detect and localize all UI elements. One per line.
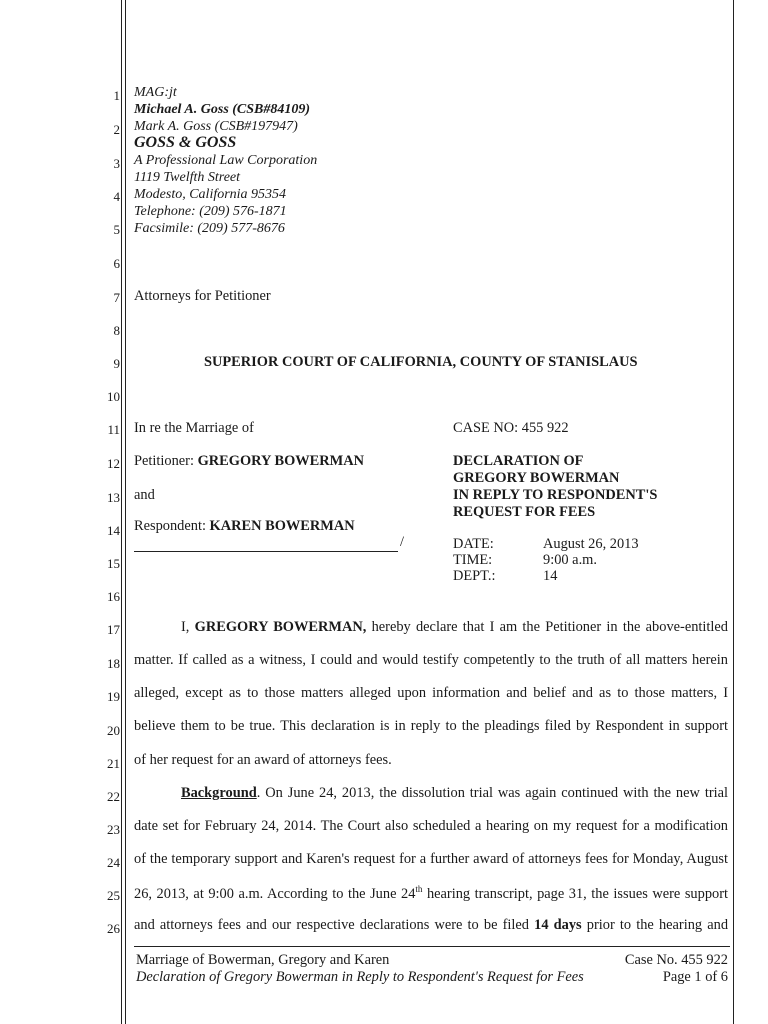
superscript: th: [415, 884, 423, 894]
firm-corporation: A Professional Law Corporation: [134, 153, 318, 168]
line-number: 12: [107, 456, 120, 471]
background-heading: Background: [181, 785, 257, 801]
firm-street: 1119 Twelfth Street: [134, 170, 241, 185]
line-number: 18: [107, 656, 120, 671]
document-title-line: REQUEST FOR FEES: [453, 504, 596, 520]
dept-value: 14: [543, 568, 558, 584]
case-number: CASE NO: 455 922: [453, 420, 569, 436]
document-title-line: DECLARATION OF: [453, 453, 584, 469]
caption-underline: [134, 551, 398, 552]
left-margin-rule: [121, 0, 122, 1024]
line-number: 24: [107, 855, 120, 870]
line-number: 14: [107, 523, 120, 538]
attorney-name-1: Michael A. Goss (CSB#84109): [134, 102, 311, 117]
attorneys-for: Attorneys for Petitioner: [134, 288, 271, 304]
body-line-23: date set for February 24, 2014. The Court also scheduled a hearing on my request for a modification: [134, 818, 728, 834]
text-run: hereby declare that I am the Petitioner in the above-entitled: [366, 619, 728, 635]
line-number: 6: [113, 256, 120, 271]
line-number: 2: [113, 122, 120, 137]
text-run: hearing transcript, page 31, the issues were support: [422, 885, 728, 902]
line-number: 4: [113, 189, 120, 204]
dept-label: DEPT.:: [453, 568, 496, 584]
body-line-21: of her request for an award of attorneys fees.: [134, 752, 392, 768]
line-number: 17: [107, 622, 120, 637]
line-number: 19: [107, 689, 120, 704]
body-line-19: alleged, except as to those matters alleged upon information and belief and as to those matters, I: [134, 685, 728, 701]
left-margin-rule-inner: [125, 0, 126, 1024]
line-number: 11: [107, 422, 120, 437]
text-run: . On June 24, 2013, the dissolution trial was again continued with the new trial: [256, 785, 728, 801]
caption-and: and: [134, 487, 155, 503]
time-label: TIME:: [453, 552, 493, 568]
body-line-24: of the temporary support and Karen's request for a further award of attorneys fees for Monday, August: [134, 851, 728, 867]
line-number: 7: [113, 290, 120, 305]
body-line-20: believe them to be true. This declaration is in reply to the pleadings filed by Respondent in support: [134, 718, 728, 734]
line-number: 25: [107, 888, 120, 903]
text-run: 26, 2013, at 9:00 a.m. According to the June 24: [134, 885, 416, 902]
body-line-25: [134, 884, 728, 903]
respondent-label: Respondent:: [134, 518, 210, 534]
caption-petitioner: [134, 453, 364, 470]
line-number: 26: [107, 921, 120, 936]
time-value: 9:00 a.m.: [543, 552, 597, 568]
line-number: 9: [113, 356, 120, 371]
line-number: 13: [107, 490, 120, 505]
petitioner-label: Petitioner:: [134, 453, 198, 469]
firm-facsimile: Facsimile: (209) 577-8676: [134, 221, 285, 236]
footer-case-number: Case No. 455 922: [624, 952, 728, 968]
line-number: 10: [107, 389, 120, 404]
text-run: I,: [181, 619, 195, 635]
firm-city: Modesto, California 95354: [134, 187, 287, 202]
line-number: 20: [107, 723, 120, 738]
deadline: 14 days: [534, 917, 582, 933]
caption-in-re: In re the Marriage of: [134, 420, 254, 436]
text-run: prior to the hearing and: [581, 917, 729, 933]
line-number: 23: [107, 822, 120, 837]
body-line-22: [181, 785, 728, 802]
document-title-line: GREGORY BOWERMAN: [453, 470, 620, 486]
right-margin-rule: [733, 0, 734, 1024]
caption-slash: /: [400, 534, 404, 550]
footer-document-name: Declaration of Gregory Bowerman in Reply to Respondent's Request for Fees: [136, 969, 584, 985]
date-value: August 26, 2013: [543, 536, 639, 552]
line-number: 1: [113, 88, 120, 103]
line-number: 5: [113, 222, 120, 237]
petitioner-name: GREGORY BOWERMAN: [197, 453, 365, 469]
footer-case-name: Marriage of Bowerman, Gregory and Karen: [136, 952, 390, 968]
respondent-name: KAREN BOWERMAN: [209, 518, 355, 534]
caption-respondent: [134, 518, 355, 535]
declarant-name: GREGORY BOWERMAN,: [194, 619, 367, 635]
date-label: DATE:: [453, 536, 494, 552]
footer-rule: [134, 946, 730, 947]
text-run: and attorneys fees and our respective declarations were to be filed: [134, 917, 535, 933]
body-line-18: matter. If called as a witness, I could and would testify competently to the truth of all matters herein: [134, 652, 728, 668]
line-number: 8: [113, 323, 120, 338]
document-title-line: IN REPLY TO RESPONDENT'S: [453, 487, 658, 503]
footer-page-number: Page 1 of 6: [662, 969, 728, 985]
line-number: 3: [113, 156, 120, 171]
attorney-name-2: Mark A. Goss (CSB#197947): [134, 119, 298, 134]
firm-telephone: Telephone: (209) 576-1871: [134, 204, 287, 219]
court-title: SUPERIOR COURT OF CALIFORNIA, COUNTY OF STANISLAUS: [204, 354, 638, 370]
firm-name: GOSS & GOSS: [134, 134, 237, 151]
line-number: 22: [107, 789, 120, 804]
line-number: 21: [107, 756, 120, 771]
document-title: [453, 453, 657, 521]
initials: MAG:jt: [134, 85, 177, 100]
body-line-26: [134, 917, 728, 934]
line-number: 15: [107, 556, 120, 571]
body-line-17: [181, 619, 728, 636]
line-number: 16: [107, 589, 120, 604]
